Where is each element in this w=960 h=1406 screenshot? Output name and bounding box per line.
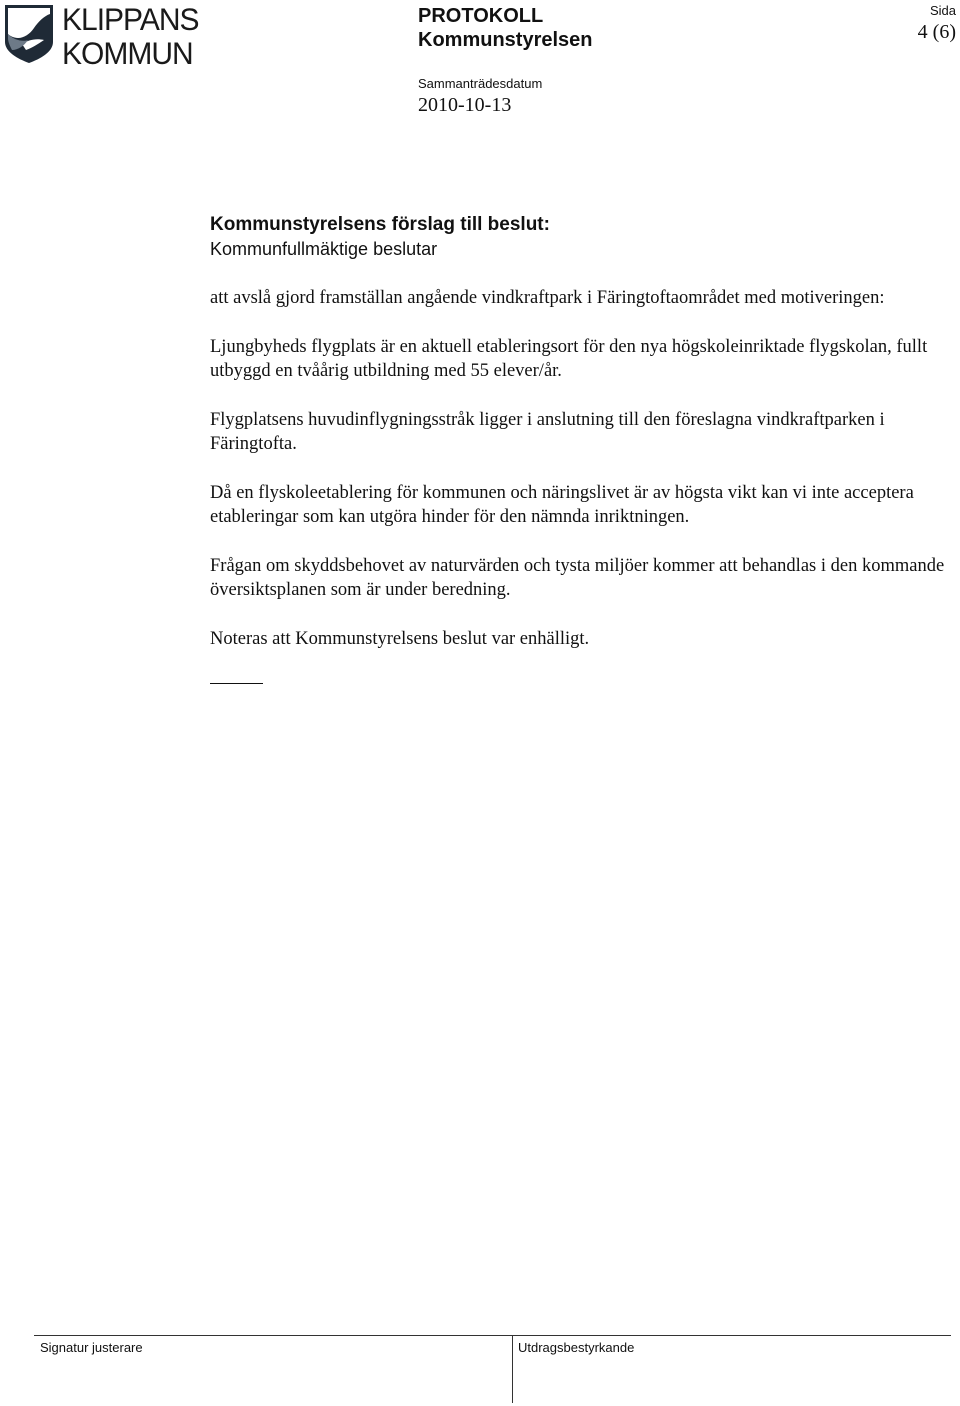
footer-rule [34,1335,951,1336]
motivation-paragraph: Flygplatsens huvudinflygningsstråk ligger i anslutning till den föreslagna vindkraftparken i Färingtofta. [210,409,885,454]
logo-line-2: KOMMUN [62,36,193,72]
proposal-heading: Kommunstyrelsens förslag till beslut: [210,214,550,235]
motivation-paragraph: Då en flyskoleetablering för kommunen och näringslivet är av högsta vikt kan vi inte acceptera etableringar som kan utgöra hinder för den nämnda inriktningen. [210,482,914,527]
motivation-paragraph: Frågan om skyddsbehovet av naturvärden och tysta miljöer kommer att behandlas i den kommande översiktsplanen som är under beredning. [210,555,945,600]
motivation-paragraph: Ljungbyheds flygplats är en aktuell etableringsort för den nya högskoleinriktade flygskolan, fullt utbyggd en tvåårig utbildning med 55 elever/år. [210,336,928,381]
committee-name: Kommunstyrelsen [418,29,593,51]
proposal-intro: Kommunfullmäktige beslutar [210,239,438,259]
municipality-logo [4,2,216,72]
meeting-date-value: 2010-10-13 [418,94,512,116]
note-paragraph: Noteras att Kommunstyrelsens beslut var enhälligt. [210,628,590,649]
document-type: PROTOKOLL [418,5,544,27]
decision-paragraph: att avslå gjord framställan angående vindkraftpark i Färingtoftaområdet med motiveringen: [210,288,885,308]
end-of-section-rule [210,683,263,684]
municipal-coat-of-arms-icon [4,4,54,64]
signature-label: Signatur justerare [40,1340,143,1355]
meeting-date-label: Sammanträdesdatum [418,76,543,91]
logo-line-1: KLIPPANS [62,2,199,38]
document-body [210,212,950,684]
page-number: 4 (6) [917,21,956,43]
footer-divider [512,1335,513,1403]
certification-label: Utdragsbestyrkande [518,1340,635,1355]
page-label: Sida [929,3,956,18]
logo-wordmark [62,4,199,71]
